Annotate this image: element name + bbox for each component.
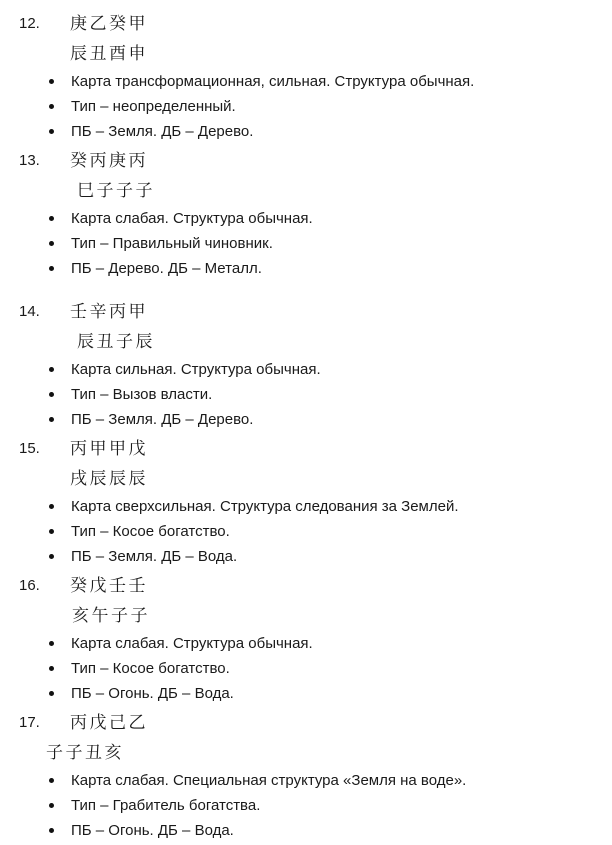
item-bullets bbox=[0, 206, 612, 281]
item-stems: 丙戊己乙 bbox=[70, 713, 148, 732]
item-branches: 巳子子子 bbox=[77, 181, 155, 200]
item-stems: 丙甲甲戊 bbox=[70, 439, 148, 458]
bullet-item: Карта сильная. Структура обычная. bbox=[71, 357, 612, 382]
item-number: 15. bbox=[19, 440, 40, 457]
bullet-item: Тип – Грабитель богатства. bbox=[71, 793, 612, 818]
item-branches: 辰丑酉申 bbox=[70, 44, 148, 63]
item-header bbox=[0, 297, 612, 327]
item-branches: 辰丑子辰 bbox=[77, 332, 155, 351]
item-number: 17. bbox=[19, 714, 40, 731]
list-item bbox=[0, 146, 612, 281]
item-bullets bbox=[0, 768, 612, 843]
item-header bbox=[0, 708, 612, 738]
bullet-item: ПБ – Огонь. ДБ – Вода. bbox=[71, 681, 612, 706]
item-bullets bbox=[0, 69, 612, 144]
item-stems: 癸戊壬壬 bbox=[70, 576, 148, 595]
bullet-item: ПБ – Огонь. ДБ – Вода. bbox=[71, 818, 612, 843]
item-bullets bbox=[0, 631, 612, 706]
item-bullets bbox=[0, 494, 612, 569]
list-item bbox=[0, 297, 612, 432]
item-number: 12. bbox=[19, 15, 40, 32]
item-header bbox=[0, 146, 612, 176]
bullet-item: Тип – Правильный чиновник. bbox=[71, 231, 612, 256]
list-item bbox=[0, 708, 612, 843]
bullet-item: Карта слабая. Структура обычная. bbox=[71, 631, 612, 656]
item-branches: 子子丑亥 bbox=[46, 743, 124, 762]
bullet-item: Карта слабая. Структура обычная. bbox=[71, 206, 612, 231]
item-branches: 亥午子子 bbox=[72, 606, 150, 625]
bullet-item: Тип – Вызов власти. bbox=[71, 382, 612, 407]
item-number: 13. bbox=[19, 152, 40, 169]
item-stems: 庚乙癸甲 bbox=[70, 14, 148, 33]
bullet-item: ПБ – Земля. ДБ – Дерево. bbox=[71, 119, 612, 144]
item-branches: 戌辰辰辰 bbox=[70, 469, 148, 488]
item-stems: 癸丙庚丙 bbox=[70, 151, 148, 170]
bullet-item: Тип – Косое богатство. bbox=[71, 519, 612, 544]
bullet-item: Тип – Косое богатство. bbox=[71, 656, 612, 681]
item-header bbox=[0, 434, 612, 464]
bullet-item: Тип – неопределенный. bbox=[71, 94, 612, 119]
item-header bbox=[0, 9, 612, 39]
list-item bbox=[0, 434, 612, 569]
item-bullets bbox=[0, 357, 612, 432]
item-header bbox=[0, 571, 612, 601]
item-number: 16. bbox=[19, 577, 40, 594]
bullet-item: Карта слабая. Специальная структура «Земля на воде». bbox=[71, 768, 612, 793]
bullet-item: ПБ – Дерево. ДБ – Металл. bbox=[71, 256, 612, 281]
list-item bbox=[0, 9, 612, 144]
item-number: 14. bbox=[19, 303, 40, 320]
list-item bbox=[0, 571, 612, 706]
bullet-item: Карта сверхсильная. Структура следования за Землей. bbox=[71, 494, 612, 519]
bullet-item: ПБ – Земля. ДБ – Вода. bbox=[71, 544, 612, 569]
bullet-item: ПБ – Земля. ДБ – Дерево. bbox=[71, 407, 612, 432]
bullet-item: Карта трансформационная, сильная. Структура обычная. bbox=[71, 69, 612, 94]
item-stems: 壬辛丙甲 bbox=[70, 302, 148, 321]
